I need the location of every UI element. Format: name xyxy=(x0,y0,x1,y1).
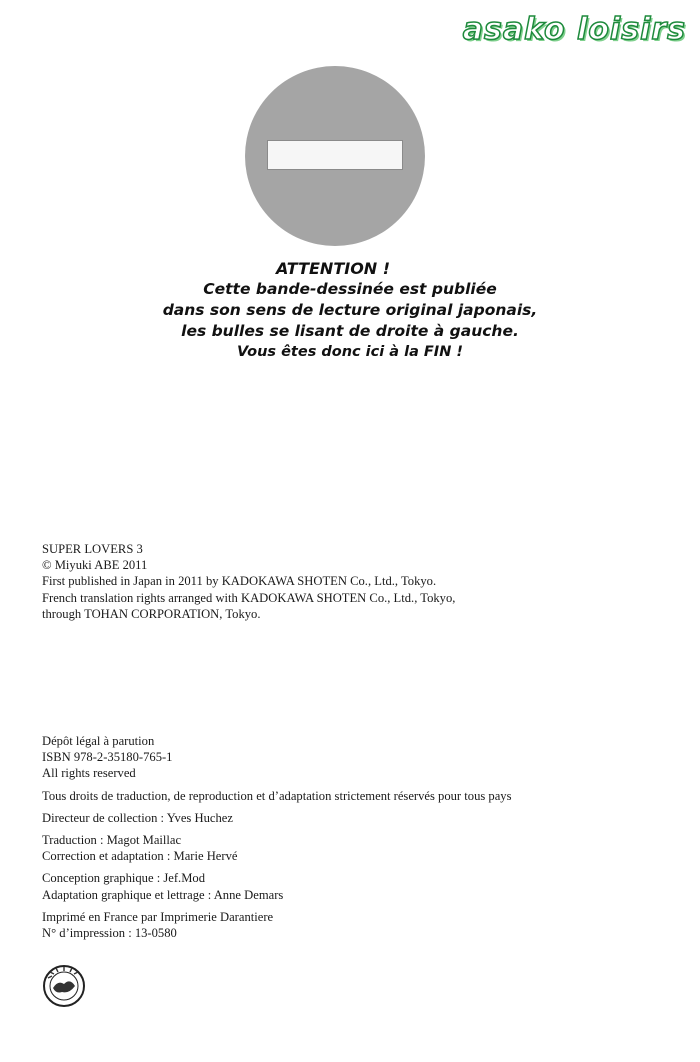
watermark: asako loisirs xyxy=(462,12,686,47)
no-entry-bar xyxy=(267,140,403,170)
imprime: Imprimé en France par Imprimerie Darantiere xyxy=(42,909,274,924)
tous-droits: Tous droits de traduction, de reproduction et d’adaptation strictement réservés pour tous pays xyxy=(42,788,512,803)
conception: Conception graphique : Jef.Mod xyxy=(42,871,205,886)
directeur-collection: Directeur de collection : Yves Huchez xyxy=(42,810,233,825)
lettrage: Adaptation graphique et lettrage : Anne Demars xyxy=(42,887,284,902)
correction: Correction et adaptation : Marie Hervé xyxy=(42,849,238,864)
reading-direction-notice xyxy=(0,258,700,363)
publisher-logo-icon xyxy=(42,964,86,1008)
notice-line: les bulles se lisant de droite à gauche. xyxy=(181,322,519,340)
notice-line: dans son sens de lecture original japonais, xyxy=(162,301,538,319)
notice-ending: Vous êtes donc ici à la FIN ! xyxy=(236,344,464,360)
rights-reserved: All rights reserved xyxy=(42,766,136,781)
traduction: Traduction : Magot Maillac xyxy=(42,833,182,848)
book-title: SUPER LOVERS 3 xyxy=(42,542,143,556)
depot-legal: Dépôt légal à parution xyxy=(42,734,155,748)
no-entry-sign-icon xyxy=(245,66,425,246)
copyright-line: First published in Japan in 2011 by KADOKAWA SHOTEN Co., Ltd., Tokyo. xyxy=(42,574,437,589)
copyright-line: French translation rights arranged with KADOKAWA SHOTEN Co., Ltd., Tokyo, xyxy=(42,590,456,605)
legal-block xyxy=(42,733,512,941)
copyright-line: through TOHAN CORPORATION, Tokyo. xyxy=(42,606,261,621)
notice-title: ATTENTION ! xyxy=(275,259,391,278)
copyright-block xyxy=(42,541,455,622)
numero-impression: N° d’impression : 13-0580 xyxy=(42,926,177,941)
copyright-line: © Miyuki ABE 2011 xyxy=(42,558,148,573)
isbn: ISBN 978-2-35180-765-1 xyxy=(42,750,173,765)
notice-line: Cette bande-dessinée est publiée xyxy=(203,280,497,298)
